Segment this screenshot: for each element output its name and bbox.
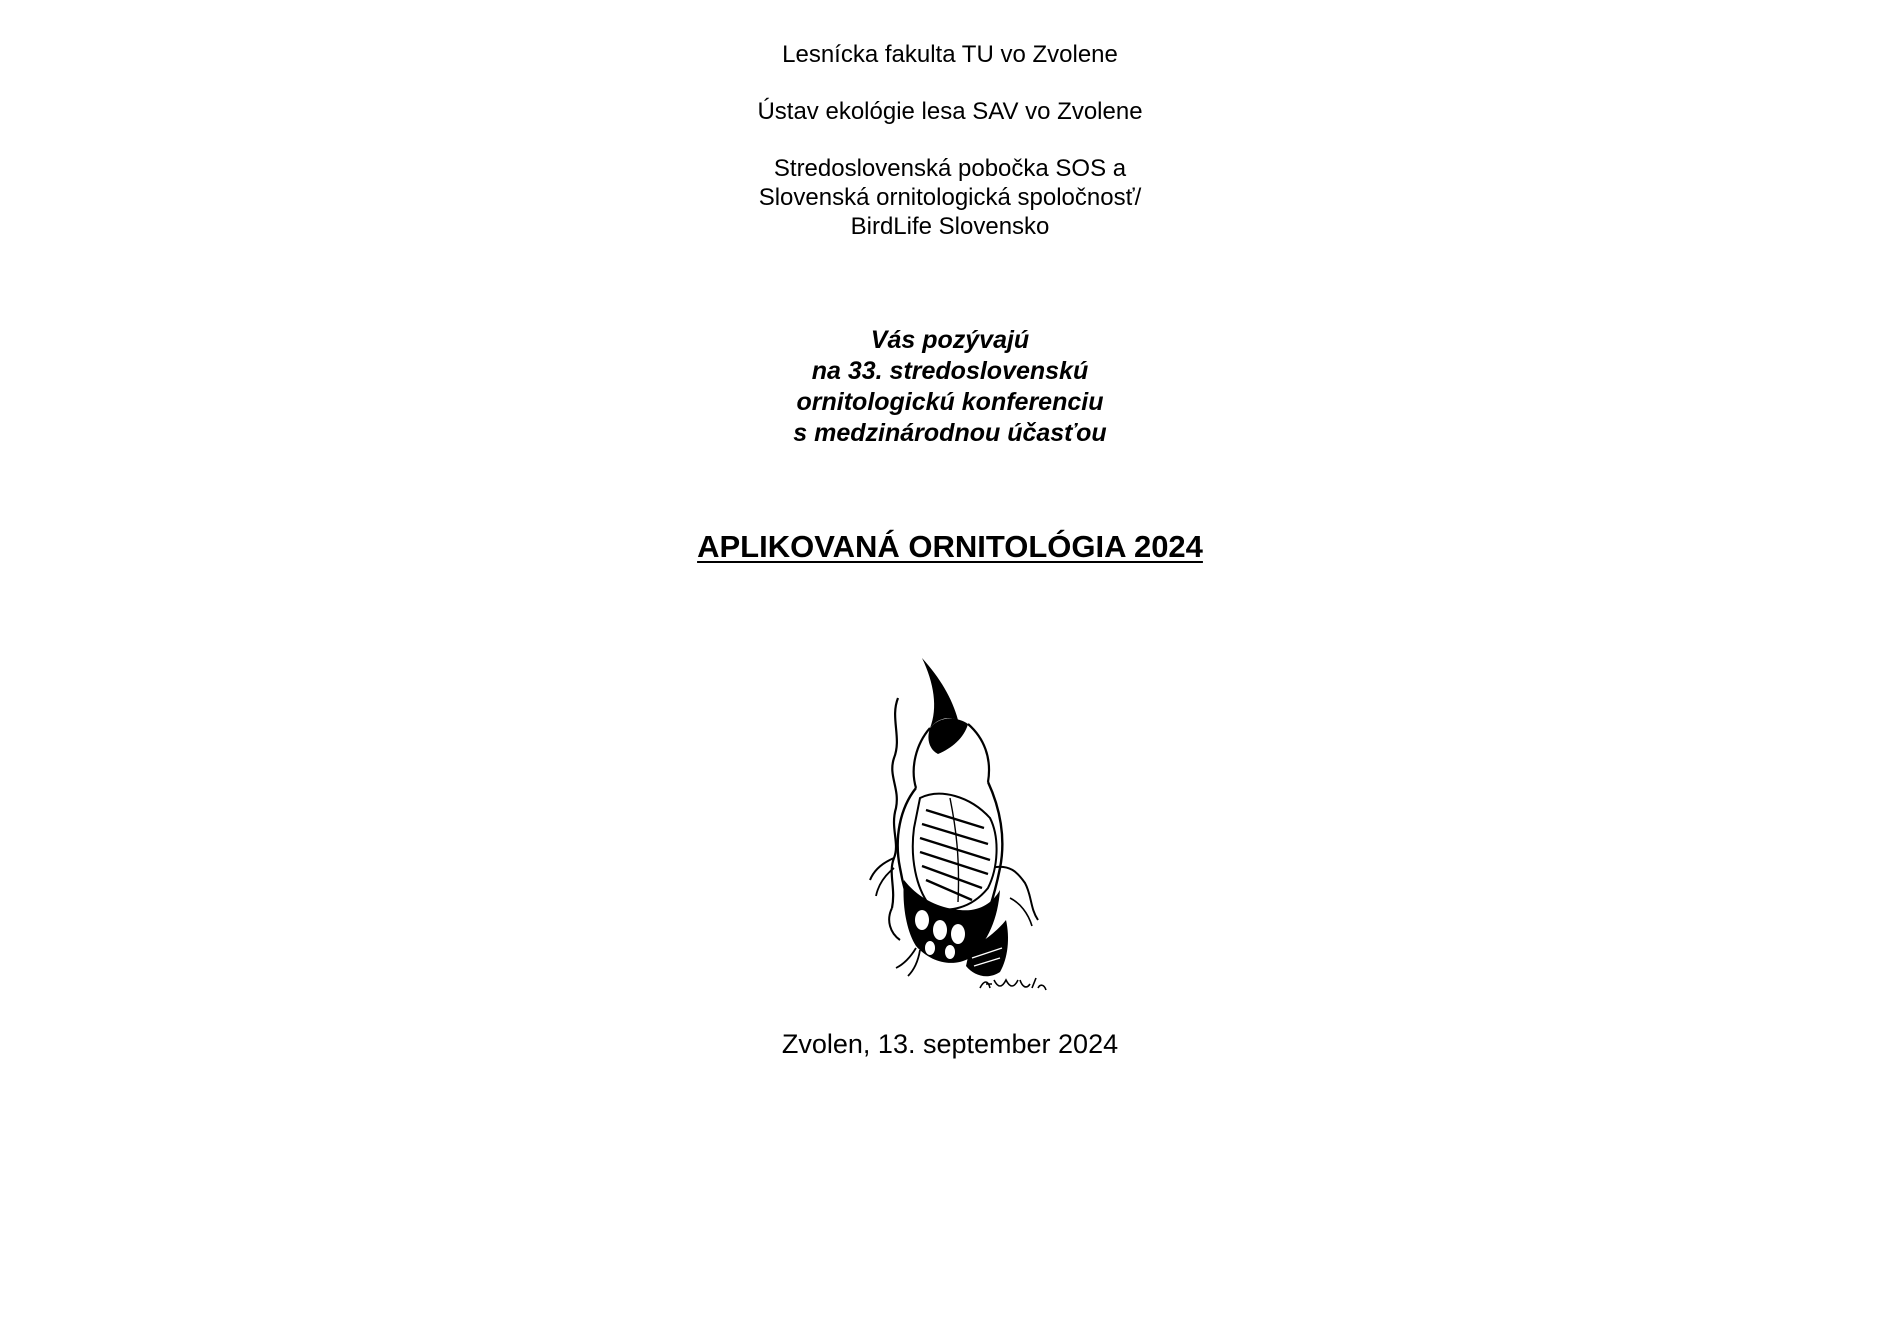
conference-title-text: APLIKOVANÁ ORNITOLÓGIA 2024 xyxy=(697,529,1203,564)
invitation-block xyxy=(0,325,1900,449)
organizer-block-3 xyxy=(0,154,1900,241)
organizer-faculty: Lesnícka fakulta TU vo Zvolene xyxy=(782,41,1118,68)
invitation-line-2: na 33. stredoslovenskú xyxy=(811,357,1089,385)
place-date: Zvolen, 13. september 2024 xyxy=(781,1029,1119,1059)
invitation-line-1: Vás pozývajú xyxy=(870,326,1030,354)
organizer-society: Slovenská ornitologická spoločnosť/ xyxy=(758,184,1142,211)
conference-title xyxy=(0,528,1900,566)
organizer-block-1 xyxy=(0,40,1900,69)
invitation-line-3: ornitologickú konferenciu xyxy=(796,388,1104,416)
organizer-branch: Stredoslovenská pobočka SOS a xyxy=(773,155,1127,182)
bird-illustration-icon xyxy=(860,658,1060,1008)
organizer-birdlife: BirdLife Slovensko xyxy=(850,213,1050,240)
invitation-line-4: s medzinárodnou účasťou xyxy=(793,419,1107,447)
organizer-institute: Ústav ekológie lesa SAV vo Zvolene xyxy=(757,98,1143,125)
organizer-block-2 xyxy=(0,97,1900,126)
